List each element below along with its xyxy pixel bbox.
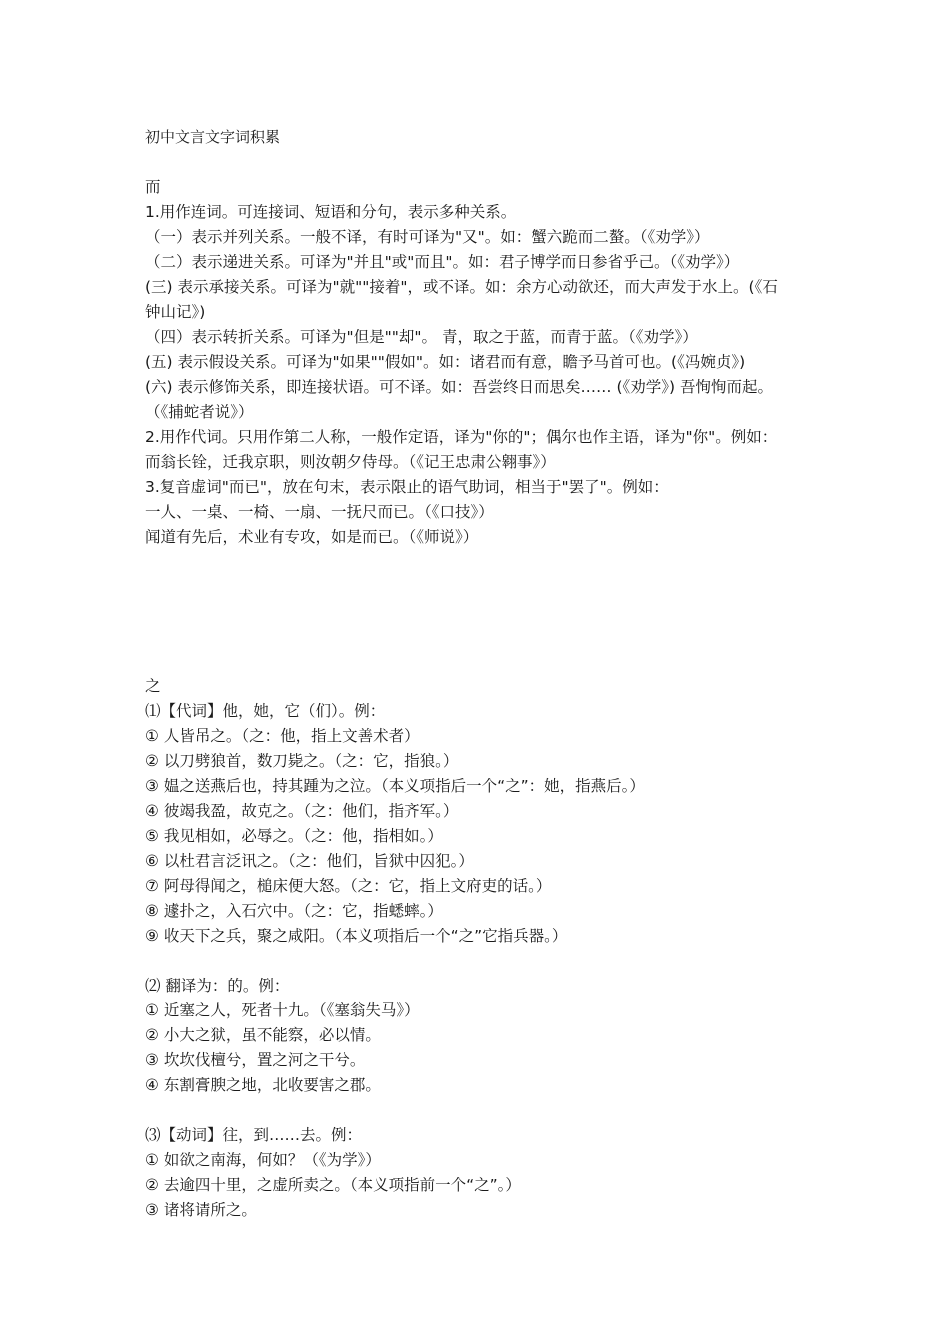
text-line: 3.复音虚词"而已"，放在句末，表示限止的语气助词，相当于"罢了"。例如：	[145, 478, 669, 496]
text-line: ① 如欲之南海，何如？（《为学》）	[145, 1151, 381, 1169]
text-line: ① 近塞之人，死者十九。（《塞翁失马》）	[145, 1001, 420, 1019]
text-line: ⑵ 翻译为：的。例：	[145, 977, 290, 995]
text-line: ④ 彼竭我盈，故克之。（之：他们，指齐军。）	[145, 802, 459, 820]
text-line: ⑦ 阿母得闻之，槌床便大怒。（之：它，指上文府吏的话。）	[145, 877, 552, 895]
text-line: 一人、一桌、一椅、一扇、一抚尺而已。（《口技》）	[145, 503, 494, 521]
document-title: 初中文言文字词积累	[145, 128, 281, 146]
text-line: （二）表示递进关系。可译为"并且"或"而且"。如：君子博学而日参省乎己。（《劝学》）	[145, 253, 740, 271]
text-line: 2.用作代词。只用作第二人称，一般作定语，译为"你的"；偶尔也作主语，译为"你"。例如：	[145, 428, 778, 446]
text-line: ② 小大之狱，虽不能察，必以情。	[145, 1026, 381, 1044]
text-line: ② 去逾四十里，之虚所卖之。（本义项指前一个“之”。）	[145, 1176, 521, 1194]
text-line: ② 以刀劈狼首，数刀毙之。（之：它，指狼。）	[145, 752, 459, 770]
text-line: 闻道有先后，术业有专攻，如是而已。（《师说》）	[145, 528, 479, 546]
text-line: ③ 坎坎伐檀兮，置之河之干兮。	[145, 1051, 366, 1069]
text-line: ③ 诸将请所之。	[145, 1201, 257, 1219]
text-line: 1.用作连词。可连接词、短语和分句，表示多种关系。	[145, 203, 517, 221]
section-heading-zhi: 之	[145, 677, 161, 695]
text-line: ⑧ 遽扑之，入石穴中。（之：它，指蟋蟀。）	[145, 902, 443, 920]
text-line: ⑨ 收天下之兵，聚之咸阳。（本义项指后一个“之”它指兵器。）	[145, 927, 568, 945]
text-line: (六) 表示修饰关系，即连接状语。可不译。如：吾尝终日而思矣…… (《劝学》) 吾恂恂而起。	[145, 378, 773, 396]
text-line: ⑤ 我见相如，必辱之。（之：他，指相如。）	[145, 827, 443, 845]
text-line: 而翁长铨，迁我京职，则汝朝夕侍母。（《记王忠肃公翱事》）	[145, 453, 556, 471]
text-line: （四）表示转折关系。可译为"但是""却"。 青，取之于蓝，而青于蓝。（《劝学》）	[145, 328, 698, 346]
section-heading-er: 而	[145, 178, 161, 196]
text-line: ⑶【动词】往，到……去。例：	[145, 1126, 363, 1144]
text-line: ① 人皆吊之。（之：他，指上文善术者）	[145, 727, 420, 745]
text-line: （《捕蛇者说》）	[145, 403, 254, 421]
text-line: (三) 表示承接关系。可译为"就""接着"，或不译。如：余方心动欲还，而大声发于水上。(《石	[145, 278, 778, 296]
text-line: ④ 东割膏腴之地，北收要害之郡。	[145, 1076, 381, 1094]
text-line: (五) 表示假设关系。可译为"如果""假如"。如：诸君而有意，瞻予马首可也。(《冯婉贞》)	[145, 353, 746, 371]
text-line: （一）表示并列关系。一般不译，有时可译为"又"。如：蟹六跪而二螯。（《劝学》）	[145, 228, 710, 246]
text-line: 钟山记》)	[145, 303, 206, 321]
text-line: ⑥ 以杜君言泛讯之。（之：他们，旨狱中囚犯。）	[145, 852, 474, 870]
text-line: ③ 媪之送燕后也，持其踵为之泣。（本义项指后一个“之”：她，指燕后。）	[145, 777, 645, 795]
text-line: ⑴【代词】他，她，它（们）。例：	[145, 702, 386, 720]
